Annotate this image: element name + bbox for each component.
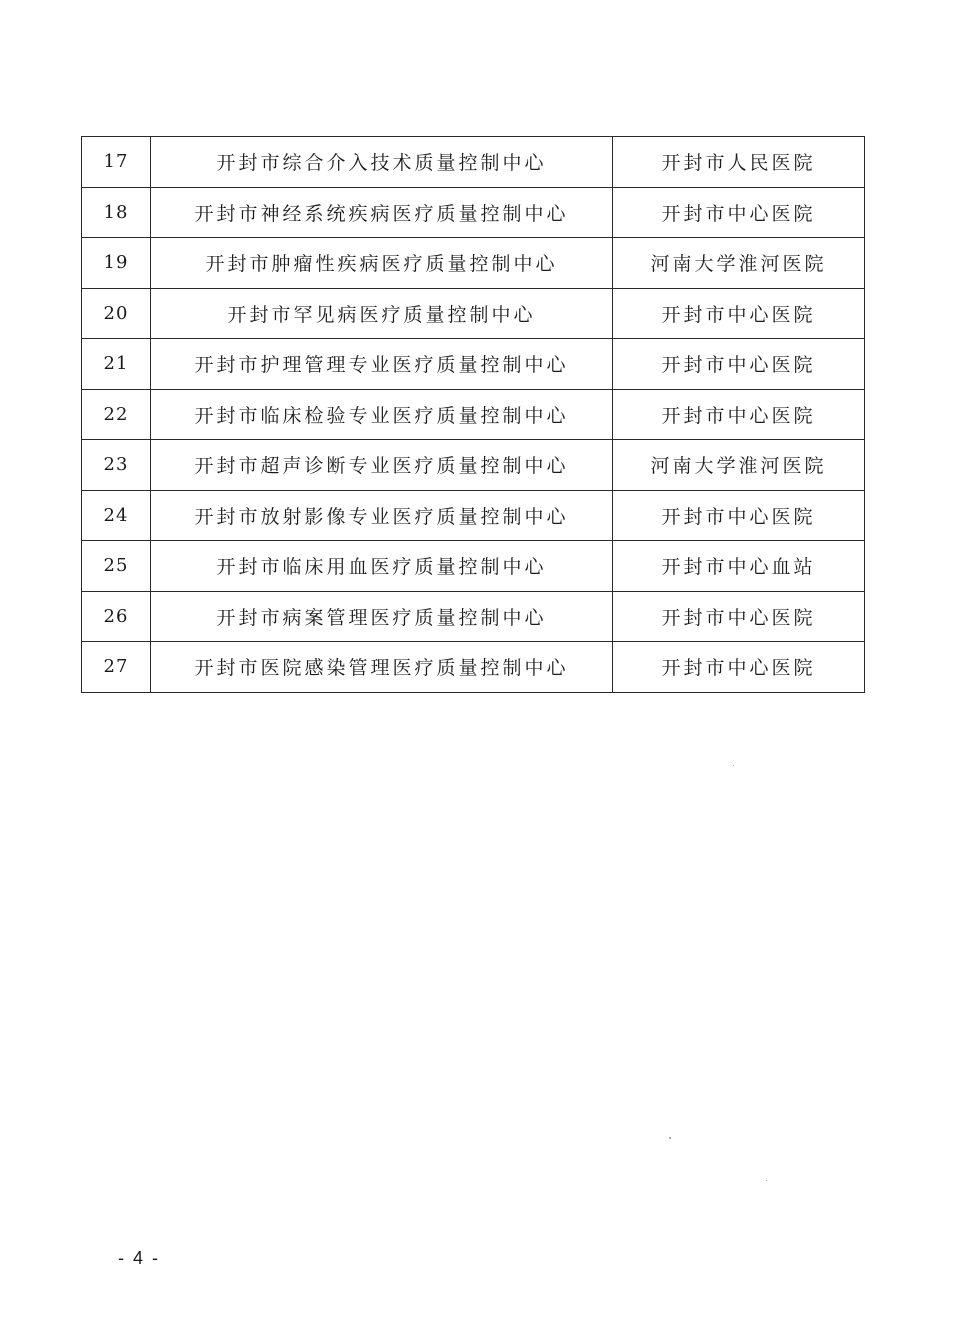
hospital-cell: 开封市中心医院 xyxy=(613,490,865,541)
table-row xyxy=(82,642,865,693)
center-name-cell: 开封市罕见病医疗质量控制中心 xyxy=(151,288,613,339)
table-body xyxy=(82,137,865,693)
hospital-cell: 开封市中心医院 xyxy=(613,339,865,390)
hospital-cell: 河南大学淮河医院 xyxy=(613,238,865,289)
table-row xyxy=(82,339,865,390)
center-name-cell: 开封市病案管理医疗质量控制中心 xyxy=(151,591,613,642)
scan-speck xyxy=(669,1137,671,1139)
row-number-cell: 23 xyxy=(82,440,151,491)
table-row xyxy=(82,591,865,642)
row-number-cell: 25 xyxy=(82,541,151,592)
center-name-cell: 开封市医院感染管理医疗质量控制中心 xyxy=(151,642,613,693)
row-number-cell: 26 xyxy=(82,591,151,642)
center-name-cell: 开封市临床用血医疗质量控制中心 xyxy=(151,541,613,592)
table-row xyxy=(82,490,865,541)
table-row xyxy=(82,288,865,339)
center-name-cell: 开封市综合介入技术质量控制中心 xyxy=(151,137,613,188)
row-number-cell: 24 xyxy=(82,490,151,541)
center-name-cell: 开封市神经系统疾病医疗质量控制中心 xyxy=(151,187,613,238)
center-name-cell: 开封市放射影像专业医疗质量控制中心 xyxy=(151,490,613,541)
scan-speck xyxy=(766,1180,767,1181)
row-number-cell: 19 xyxy=(82,238,151,289)
table-row xyxy=(82,440,865,491)
scan-speck xyxy=(733,765,734,766)
hospital-cell: 开封市中心医院 xyxy=(613,642,865,693)
hospital-cell: 开封市中心医院 xyxy=(613,389,865,440)
center-name-cell: 开封市护理管理专业医疗质量控制中心 xyxy=(151,339,613,390)
table-row xyxy=(82,137,865,188)
row-number-cell: 20 xyxy=(82,288,151,339)
table-row xyxy=(82,238,865,289)
center-name-cell: 开封市临床检验专业医疗质量控制中心 xyxy=(151,389,613,440)
hospital-cell: 开封市中心医院 xyxy=(613,187,865,238)
hospital-cell: 河南大学淮河医院 xyxy=(613,440,865,491)
page-number: - 4 - xyxy=(118,1248,161,1268)
row-number-cell: 22 xyxy=(82,389,151,440)
row-number-cell: 18 xyxy=(82,187,151,238)
hospital-cell: 开封市中心医院 xyxy=(613,591,865,642)
table-row xyxy=(82,389,865,440)
hospital-cell: 开封市人民医院 xyxy=(613,137,865,188)
table-row xyxy=(82,187,865,238)
hospital-cell: 开封市中心医院 xyxy=(613,288,865,339)
row-number-cell: 27 xyxy=(82,642,151,693)
quality-control-center-table xyxy=(81,136,865,693)
row-number-cell: 17 xyxy=(82,137,151,188)
center-name-cell: 开封市超声诊断专业医疗质量控制中心 xyxy=(151,440,613,491)
center-name-cell: 开封市肿瘤性疾病医疗质量控制中心 xyxy=(151,238,613,289)
row-number-cell: 21 xyxy=(82,339,151,390)
table-row xyxy=(82,541,865,592)
hospital-cell: 开封市中心血站 xyxy=(613,541,865,592)
